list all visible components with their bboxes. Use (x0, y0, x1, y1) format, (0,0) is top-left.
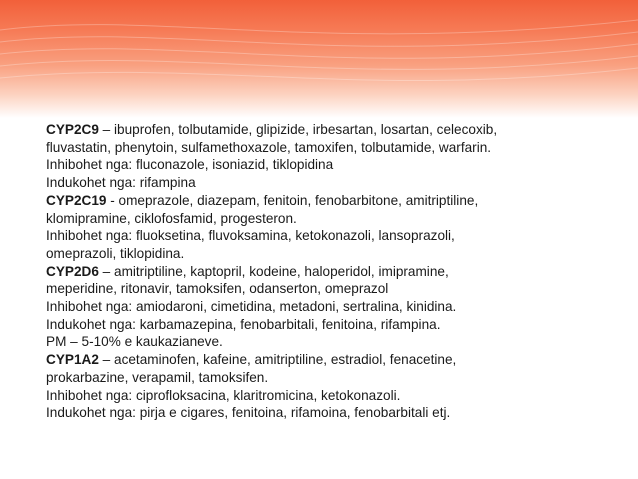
line-text: Inhibohet nga: amiodaroni, cimetidina, metadoni, sertralina, kinidina. (46, 299, 457, 315)
text-line (46, 333, 626, 351)
line-text: Indukohet nga: rifampina (46, 175, 196, 191)
line-text: – amitriptiline, kaptopril, kodeine, haloperidol, imipramine, (98, 263, 449, 279)
slide-body (46, 121, 626, 422)
text-line (46, 139, 626, 157)
line-text: fluvastatin, phenytoin, sulfamethoxazole, tamoxifen, tolbutamide, warfarin. (46, 139, 492, 155)
text-line (46, 174, 626, 192)
line-text: klomipramine, ciklofosfamid, progesteron. (46, 210, 297, 226)
enzyme-name: CYP2C19 (46, 192, 107, 208)
text-line (46, 387, 626, 405)
header-wave-lines (0, 0, 638, 118)
line-text: Inhibohet nga: fluoksetina, fluvoksamina, ketokonazoli, lansoprazoli, (46, 228, 455, 244)
text-line (46, 245, 626, 263)
line-text: Indukohet nga: karbamazepina, fenobarbitali, fenitoina, rifampina. (46, 316, 441, 332)
enzyme-name: CYP1A2 (46, 352, 99, 368)
text-line (46, 369, 626, 387)
enzyme-name: CYP2C9 (46, 122, 99, 137)
text-line (46, 192, 626, 210)
line-text: PM – 5-10% e kaukazianeve. (46, 334, 223, 350)
line-text: Inhibohet nga: ciprofloksacina, klaritromicina, ketokonazoli. (46, 387, 401, 403)
header-decoration (0, 0, 638, 118)
line-text: – acetaminofen, kafeine, amitriptiline, estradiol, fenacetine, (98, 352, 457, 368)
text-line (46, 227, 626, 245)
text-line (46, 280, 626, 298)
text-line (46, 351, 626, 369)
line-text: omeprazoli, tiklopidina. (46, 245, 185, 261)
line-text: Indukohet nga: pirja e cigares, fenitoina, rifamoina, fenobarbitali etj. (46, 405, 451, 421)
line-text: prokarbazine, verapamil, tamoksifen. (46, 369, 269, 385)
text-line (46, 404, 626, 422)
line-text: - omeprazole, diazepam, fenitoin, fenobarbitone, amitriptiline, (106, 192, 479, 208)
text-line (46, 210, 626, 228)
text-line (46, 298, 626, 316)
text-line (46, 156, 626, 174)
text-line (46, 263, 626, 281)
enzyme-name: CYP2D6 (46, 263, 99, 279)
text-line (46, 121, 626, 139)
line-text: Inhibohet nga: fluconazole, isoniazid, tiklopidina (46, 157, 334, 173)
line-text: meperidine, ritonavir, tamoksifen, odanserton, omeprazol (46, 281, 389, 297)
text-line (46, 316, 626, 334)
line-text: – ibuprofen, tolbutamide, glipizide, irbesartan, losartan, celecoxib, (98, 122, 498, 137)
